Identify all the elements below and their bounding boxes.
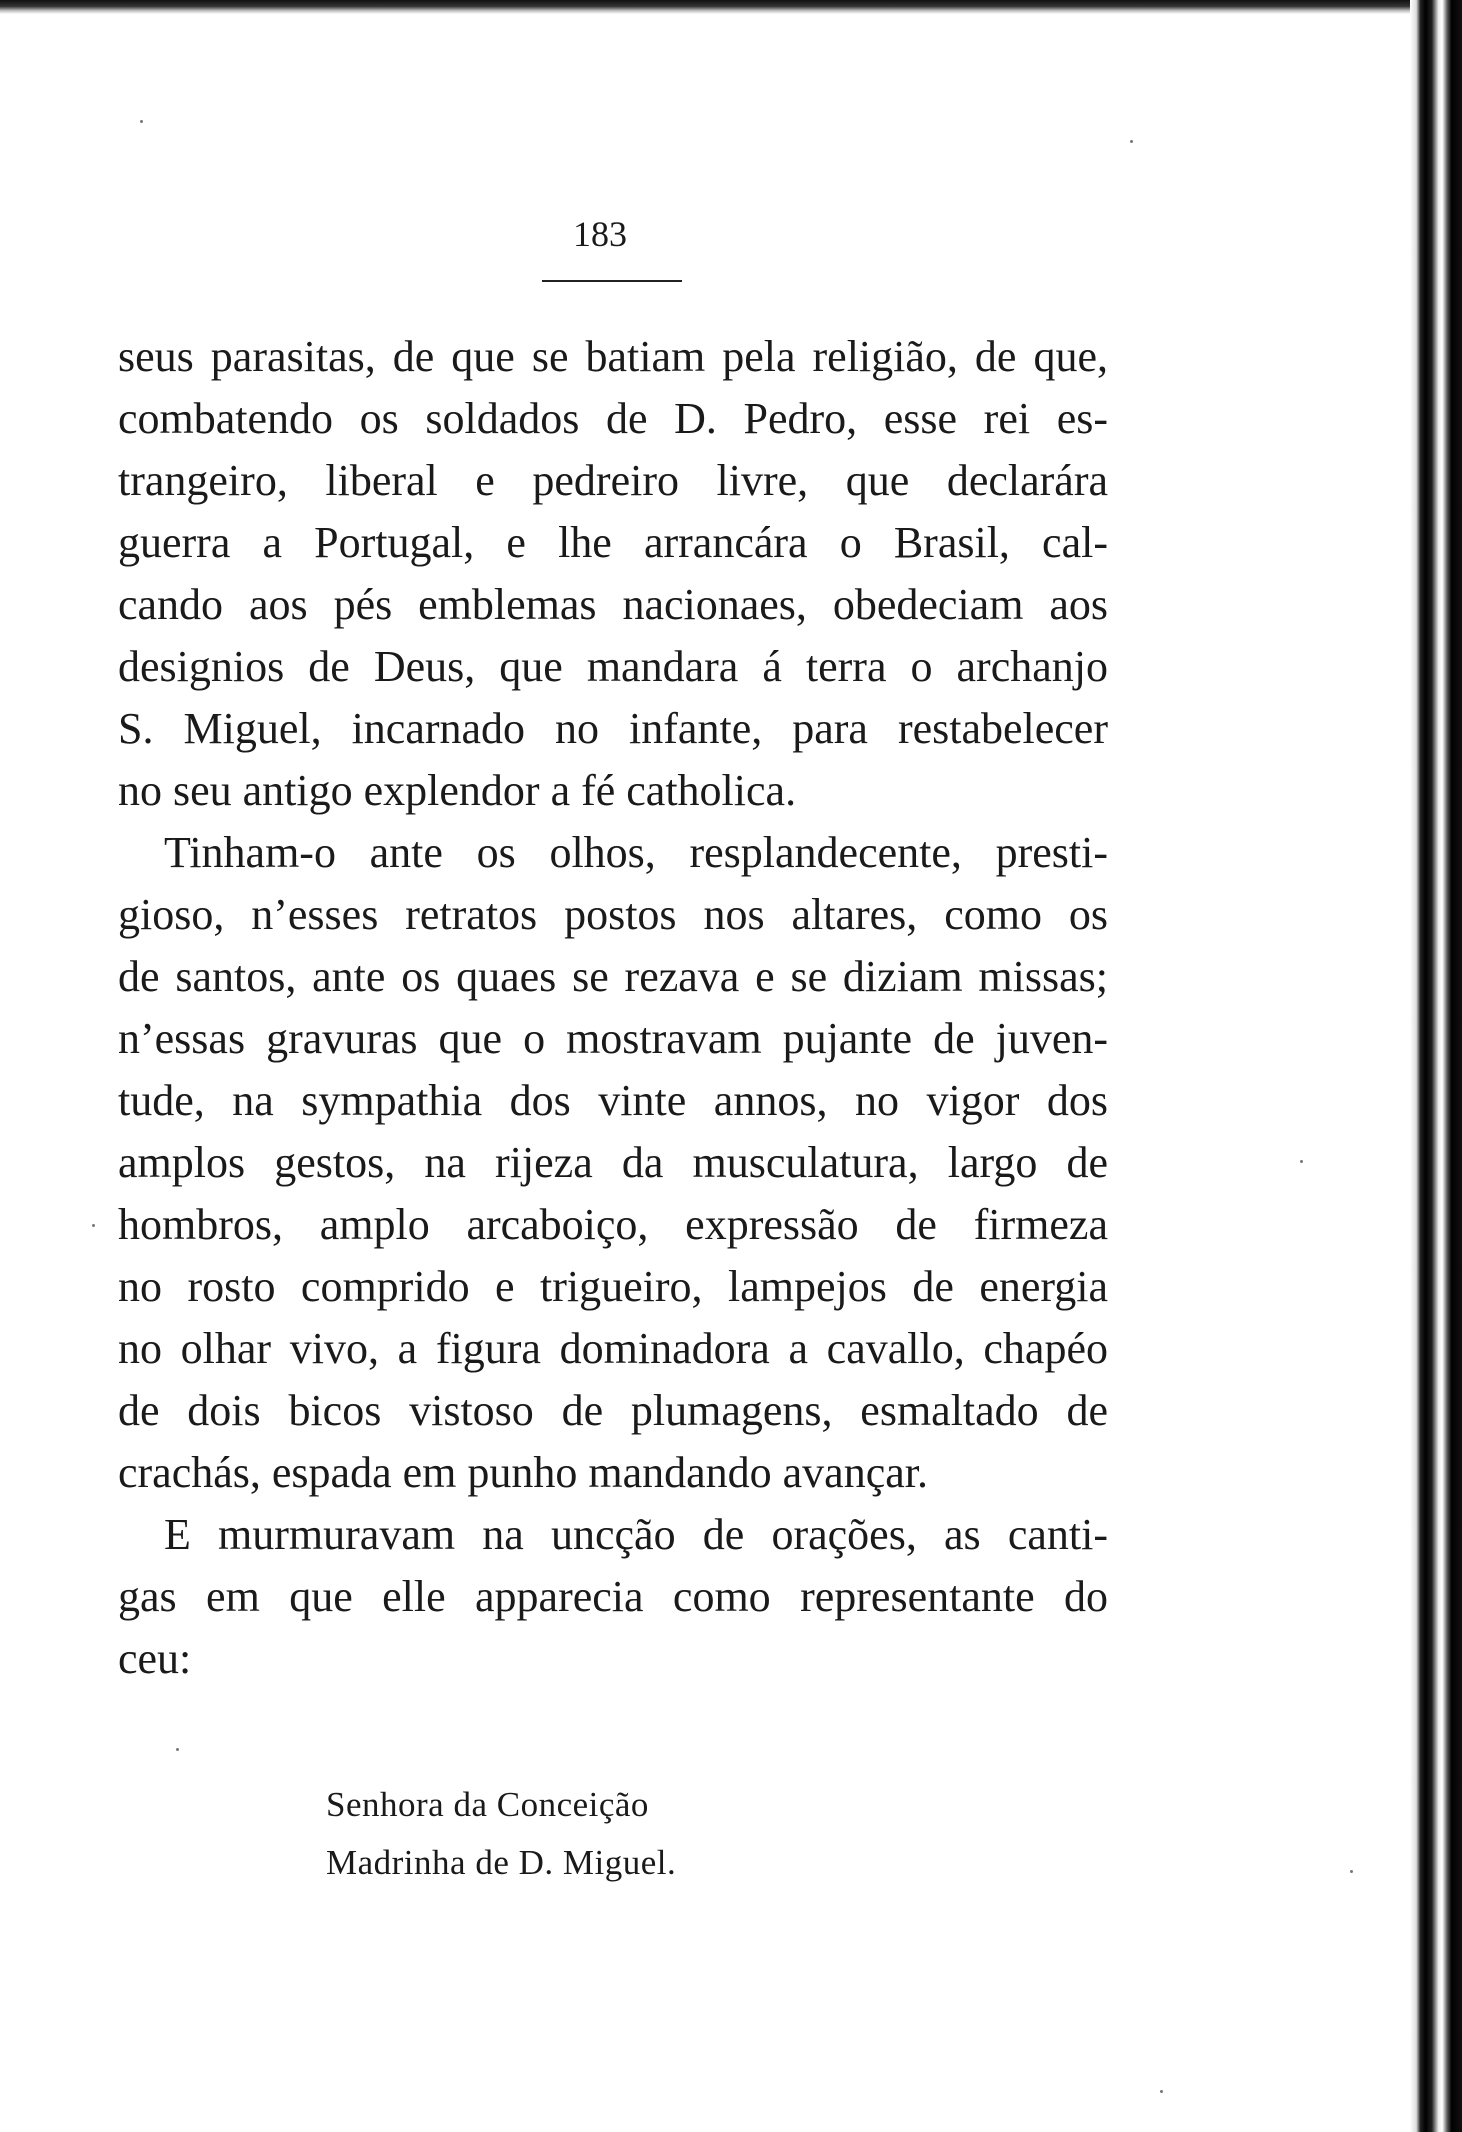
- scan-speck: [140, 120, 143, 123]
- text-line: combatendo os soldados de D. Pedro, esse rei es-: [118, 394, 1108, 443]
- text-line: no olhar vivo, a figura dominadora a cavallo, chapéo: [118, 1324, 1108, 1373]
- text-line: no rosto comprido e trigueiro, lampejos de energia: [118, 1262, 1108, 1311]
- page-number-rule: [542, 280, 682, 282]
- text-line: trangeiro, liberal e pedreiro livre, que declarára: [118, 456, 1108, 505]
- text-line: de dois bicos vistoso de plumagens, esmaltado de: [118, 1386, 1108, 1435]
- text-line: n’essas gravuras que o mostravam pujante de juven-: [118, 1014, 1108, 1063]
- page-number: 183: [573, 214, 627, 254]
- text-line: gas em que elle apparecia como representante do: [118, 1572, 1108, 1621]
- scan-speck: [1130, 140, 1133, 143]
- text-line: amplos gestos, na rijeza da musculatura, largo de: [118, 1138, 1108, 1187]
- text-line: ceu:: [118, 1634, 192, 1683]
- text-line: seus parasitas, de que se batiam pela religião, de que,: [118, 332, 1108, 381]
- page-binding-edge: [1410, 0, 1462, 2132]
- verse-line: Madrinha de D. Miguel.: [326, 1843, 677, 1882]
- scan-speck: [92, 1224, 95, 1227]
- verse-line: Senhora da Conceição: [326, 1785, 649, 1824]
- text-line: tude, na sympathia dos vinte annos, no vigor dos: [118, 1076, 1108, 1125]
- text-line: gioso, n’esses retratos postos nos altares, como os: [118, 890, 1108, 939]
- text-line: crachás, espada em punho mandando avançar.: [118, 1448, 928, 1497]
- scan-speck: [1160, 2090, 1163, 2093]
- text-line: designios de Deus, que mandara á terra o archanjo: [118, 642, 1108, 691]
- page-top-edge-shadow: [0, 0, 1410, 14]
- scan-speck: [1300, 1160, 1303, 1163]
- verse-quote: [326, 1776, 676, 1892]
- text-line: E murmuravam na uncção de orações, as canti-: [164, 1510, 1108, 1559]
- body-text: [118, 326, 1108, 1690]
- text-line: no seu antigo explendor a fé catholica.: [118, 766, 797, 815]
- text-line: de santos, ante os quaes se rezava e se diziam missas;: [118, 952, 1108, 1001]
- text-line: hombros, amplo arcaboiço, expressão de firmeza: [118, 1200, 1108, 1249]
- scan-speck: [176, 1748, 179, 1751]
- text-line: guerra a Portugal, e lhe arrancára o Brasil, cal-: [118, 518, 1108, 567]
- text-line: S. Miguel, incarnado no infante, para restabelecer: [118, 704, 1108, 753]
- scan-speck: [1350, 1870, 1353, 1873]
- text-line: Tinham-o ante os olhos, resplandecente, presti-: [164, 828, 1108, 877]
- text-line: cando aos pés emblemas nacionaes, obedeciam aos: [118, 580, 1108, 629]
